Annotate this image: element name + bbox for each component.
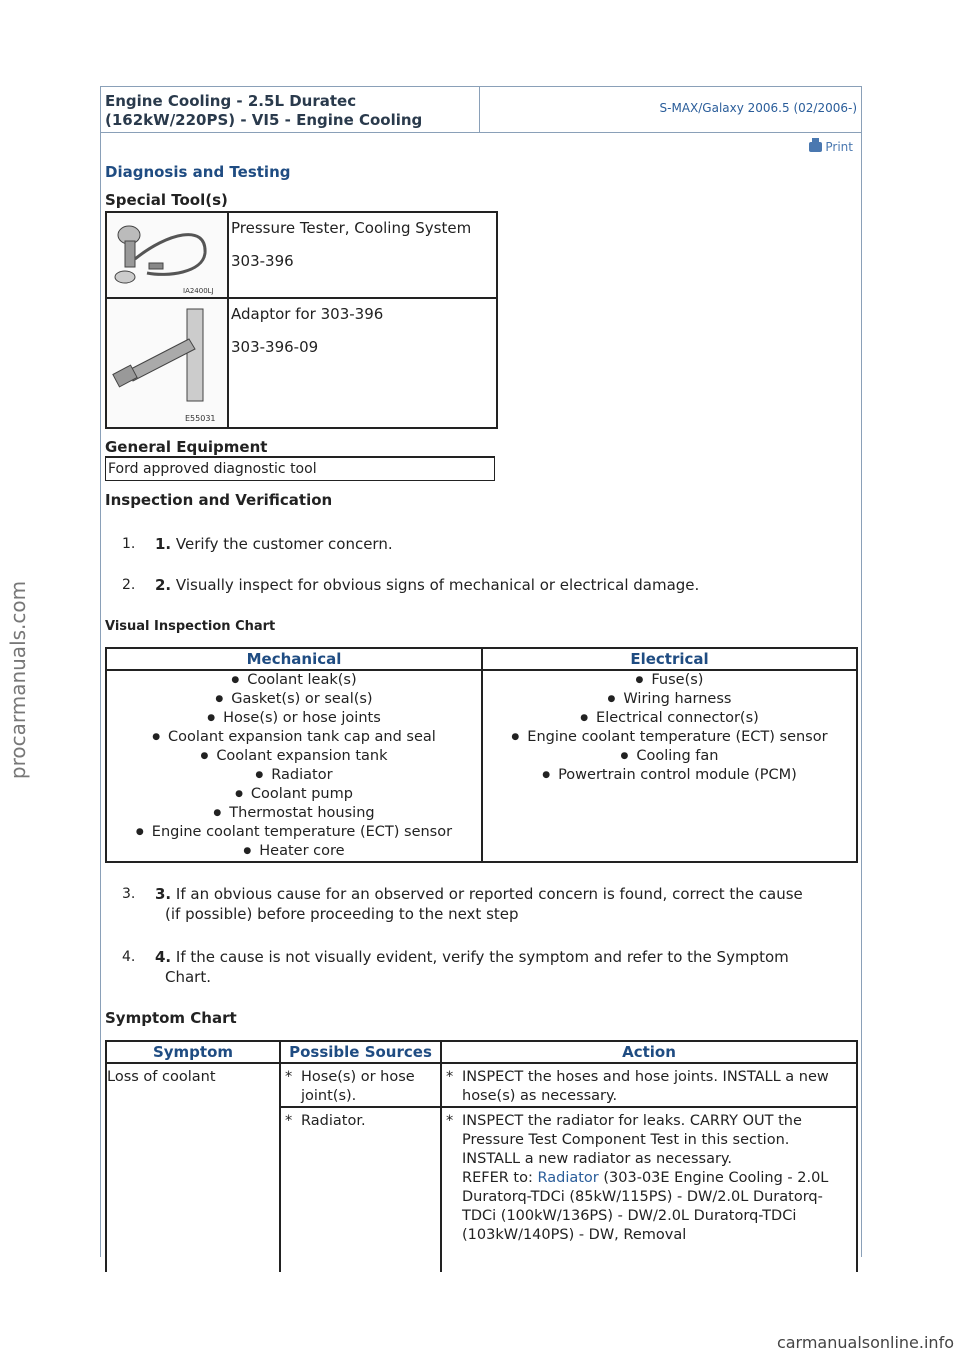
step-text: Visually inspect for obvious signs of mechanical or electrical damage. — [171, 576, 700, 594]
step-text: Verify the customer concern. — [171, 535, 393, 553]
sources-header: Possible Sources — [289, 1043, 432, 1061]
inspection-heading: Inspection and Verification — [105, 491, 333, 509]
list-item: ● Coolant expansion tank cap and seal — [107, 728, 481, 747]
tool-name: Pressure Tester, Cooling System — [231, 219, 472, 237]
step-bold-number: 1. — [155, 535, 172, 553]
inspection-step — [105, 884, 855, 924]
list-item: ● Coolant leak(s) — [107, 671, 481, 690]
row-divider — [281, 1106, 856, 1108]
list-item: ● Cooling fan — [483, 747, 856, 766]
print-label: Print — [825, 140, 853, 154]
list-item: ● Heater core — [107, 842, 481, 861]
source-cell — [283, 1112, 437, 1131]
tool-row — [107, 213, 496, 299]
page-title: Engine Cooling - 2.5L Duratec (162kW/220PS) - VI5 - Engine Cooling — [105, 92, 423, 129]
sidebar-watermark — [0, 560, 38, 800]
mechanical-header: Mechanical — [246, 650, 342, 668]
symptom-table — [105, 1040, 858, 1272]
footer-watermark: carmanualsonline.info — [776, 1333, 954, 1352]
list-item: ● Engine coolant temperature (ECT) sensor — [483, 728, 856, 747]
action-header: Action — [622, 1043, 676, 1061]
list-item: ● Coolant expansion tank — [107, 747, 481, 766]
electrical-column — [483, 649, 856, 861]
bullet-star: * — [285, 1069, 293, 1085]
list-item: ● Wiring harness — [483, 690, 856, 709]
special-tools-heading: Special Tool(s) — [105, 191, 228, 209]
header-divider — [479, 87, 480, 132]
inspection-step — [105, 947, 855, 987]
print-button[interactable] — [809, 140, 853, 154]
symptom-header: Symptom — [152, 1043, 234, 1061]
step-text: If an obvious cause for an observed or reported concern is found, correct the cause — [171, 885, 803, 903]
list-item: ● Electrical connector(s) — [483, 709, 856, 728]
tool-image-code: IA2400LJ — [183, 287, 214, 295]
step-text-continued: (if possible) before proceeding to the next step — [165, 905, 519, 923]
source-cell — [283, 1068, 437, 1106]
general-equipment-item: Ford approved diagnostic tool — [105, 456, 495, 481]
step-bold-number: 4. — [155, 948, 172, 966]
tool-name: Adaptor for 303-396 — [231, 305, 384, 323]
list-item: ● Gasket(s) or seal(s) — [107, 690, 481, 709]
column-divider — [440, 1042, 442, 1272]
vehicle-model: S-MAX/Galaxy 2006.5 (02/2006-) — [659, 101, 857, 115]
tool-number: 303-396-09 — [231, 338, 319, 356]
pressure-tester-image — [107, 213, 229, 297]
bullet-star: * — [446, 1069, 454, 1085]
symptom-chart-heading: Symptom Chart — [105, 1009, 237, 1027]
list-item: ● Hose(s) or hose joints — [107, 709, 481, 728]
inspection-step — [105, 534, 855, 554]
general-equipment-heading: General Equipment — [105, 438, 268, 456]
bullet-star: * — [285, 1113, 293, 1129]
refer-label: REFER to: — [462, 1170, 533, 1186]
action-cell — [444, 1068, 852, 1106]
step-number: 4. — [122, 949, 136, 965]
mechanical-list — [107, 669, 481, 861]
inspection-step — [105, 575, 855, 595]
action-text: INSPECT the radiator for leaks. CARRY OUT the Pressure Test Component Test in this section. INSTALL a new radiator as necessary. — [462, 1113, 802, 1167]
adaptor-image — [107, 299, 229, 427]
step-number: 3. — [122, 886, 136, 902]
step-bold-number: 2. — [155, 576, 172, 594]
tool-number: 303-396 — [231, 252, 294, 270]
source-text: Radiator. — [301, 1113, 366, 1129]
visual-chart-heading: Visual Inspection Chart — [105, 619, 276, 634]
special-tools-table — [105, 211, 498, 429]
step-bold-number: 3. — [155, 885, 172, 903]
electrical-list — [483, 669, 856, 785]
list-item: ● Coolant pump — [107, 785, 481, 804]
visual-inspection-table — [105, 647, 858, 863]
list-item: ● Powertrain control module (PCM) — [483, 766, 856, 785]
list-item: ● Engine coolant temperature (ECT) sensor — [107, 823, 481, 842]
list-item: ● Radiator — [107, 766, 481, 785]
step-text-continued: Chart. — [165, 968, 211, 986]
step-number: 1. — [122, 536, 136, 552]
section-title: Diagnosis and Testing — [105, 163, 291, 181]
mechanical-column — [107, 649, 481, 861]
symptom-cell: Loss of coolant — [107, 1069, 216, 1085]
action-reference: (303-03E Engine Cooling - 2.0L Duratorq-TDCi (85kW/115PS) - DW/2.0L Duratorq-TDCi (100kW/136PS) - DW/2.0L Duratorq-TDCi (103kW/140PS) - DW, Removal — [462, 1170, 829, 1243]
step-number: 2. — [122, 577, 136, 593]
list-item: ● Fuse(s) — [483, 671, 856, 690]
action-cell — [444, 1112, 852, 1245]
step-text: If the cause is not visually evident, verify the symptom and refer to the Symptom — [171, 948, 789, 966]
page-header — [101, 87, 861, 133]
tool-image-code: E55031 — [185, 414, 216, 423]
electrical-header: Electrical — [630, 650, 709, 668]
action-text: INSPECT the hoses and hose joints. INSTALL a new hose(s) as necessary. — [462, 1069, 829, 1104]
list-item: ● Thermostat housing — [107, 804, 481, 823]
sidebar-watermark-text: procarmanuals.com — [6, 580, 30, 780]
bullet-star: * — [446, 1113, 454, 1129]
tool-row — [107, 299, 496, 427]
printer-icon — [809, 142, 822, 152]
radiator-link[interactable]: Radiator — [537, 1170, 599, 1186]
manual-page — [100, 86, 862, 1257]
column-divider — [279, 1042, 281, 1272]
page-footer-faint — [410, 1304, 413, 1315]
source-text: Hose(s) or hose joint(s). — [301, 1069, 415, 1104]
